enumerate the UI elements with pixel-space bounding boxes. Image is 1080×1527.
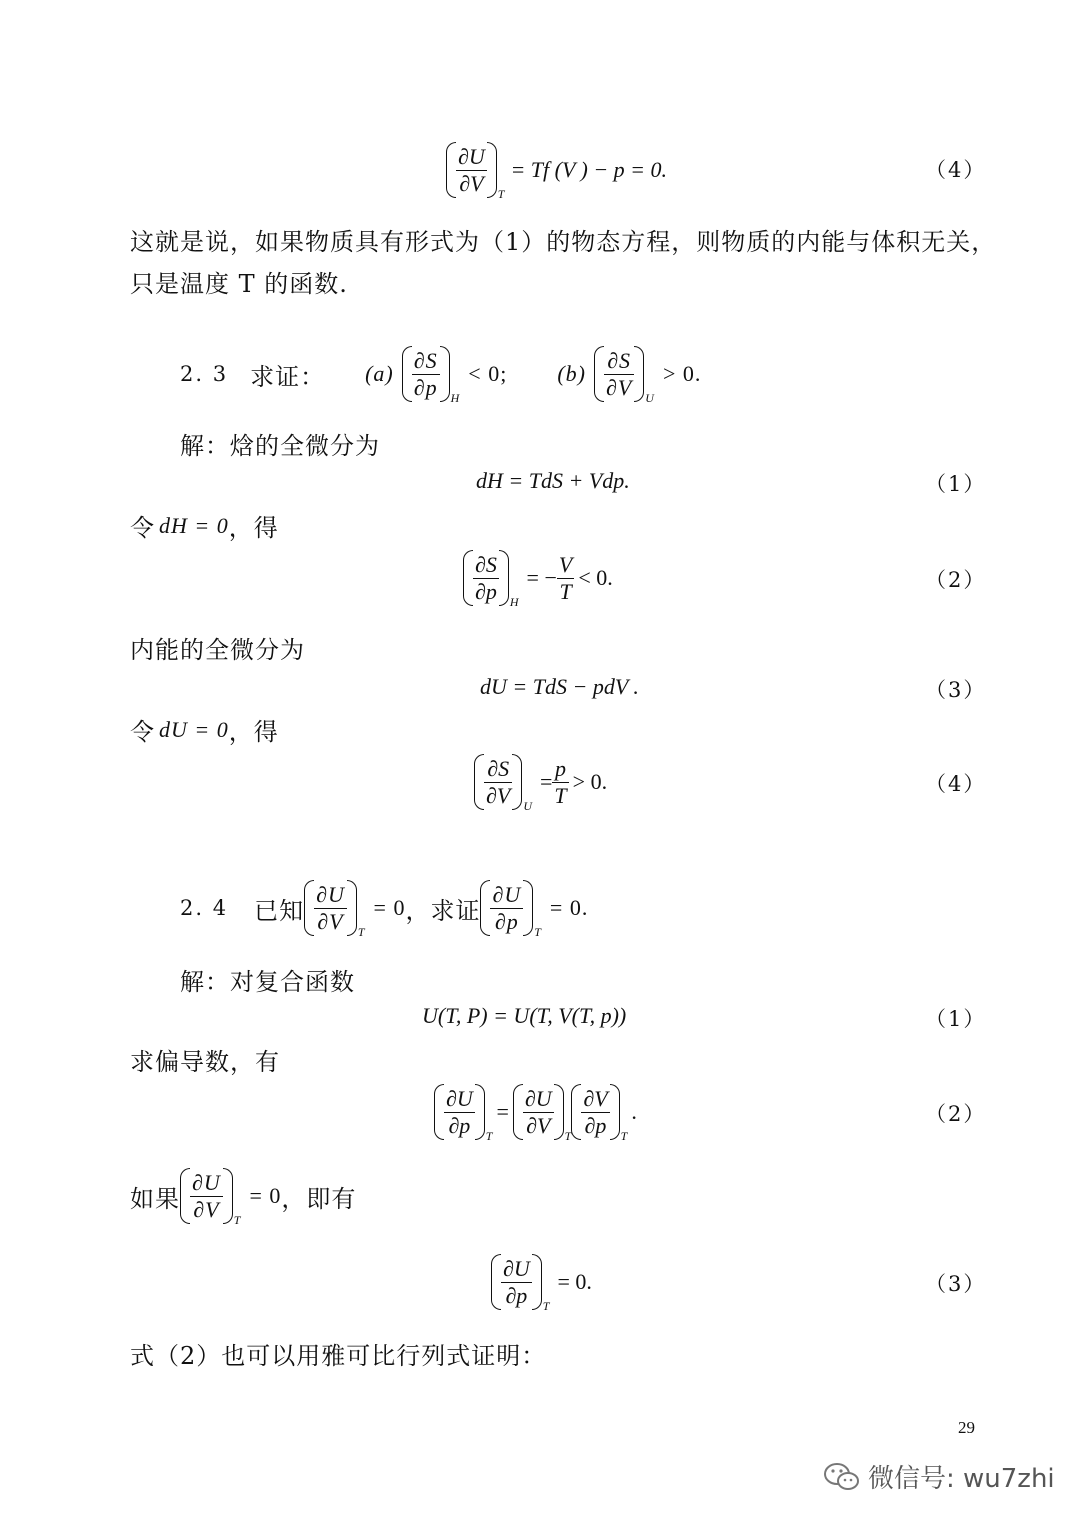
equation-2-3-4: $\frac{\partial S}{\partial V}$ U = $\frac{p}{T}$ > 0. (474, 752, 607, 812)
equation-dH: dH = TdS + Vdp. (476, 468, 630, 493)
paragraph-line: 内能的全微分为 (130, 636, 305, 664)
equation-4-top: $\frac{\partial U}{\partial V}$ T = Tf (V ) − p = 0. (446, 140, 667, 200)
problem-label: 2. 3 (180, 362, 229, 386)
problem-2-3-heading: 2. 3 求证： (a) $\frac{\partial S}{\partial p}$ H < 0; (b) $\frac{\partial S}{\partial V}$ U > 0. (180, 344, 701, 404)
partial-dU-dV-T: $\frac{\partial U}{\partial V}$ T (446, 140, 504, 200)
equation-number: （3） (925, 678, 987, 702)
solution-intro: 解：焓的全微分为 (180, 432, 380, 460)
equation-number: （4） (925, 158, 987, 182)
equation-number: （2） (925, 1102, 987, 1126)
equation-number: （1） (925, 472, 987, 496)
equation-number: （2） (925, 568, 987, 592)
paragraph-line: 这就是说，如果物质具有形式为（1）的物态方程，则物质的内能与体积无关， (130, 228, 997, 256)
if-condition: 如果 $\frac{\partial U}{\partial V}$ T = 0 ，即有 (130, 1166, 356, 1226)
equation-number: （1） (925, 1007, 987, 1031)
paragraph-line: 求偏导数，有 (130, 1048, 280, 1076)
equation-chain-rule: $\frac{\partial U}{\partial p}$ T = $\frac{\partial U}{\partial V}$ T $\frac{\partial V}{\partial p}$ T . (434, 1082, 637, 1142)
equation-2-2-3: $\frac{\partial S}{\partial p}$ H = − $\frac{V}{T}$ < 0. (463, 548, 613, 608)
problem-title: 求证： (250, 362, 326, 391)
paragraph-line: 只是温度 T 的函数. (130, 270, 348, 298)
let-dH-zero: 令 dH = 0 ，得 (130, 512, 279, 542)
problem-2-4-heading: 2. 4 已知 $\frac{\partial U}{\partial V}$ T = 0 ，求证 $\frac{\partial U}{\partial p}$ T = 0. (180, 878, 588, 938)
part-b: (b) (557, 361, 586, 386)
partial-dS-dp-H: $\frac{\partial S}{\partial p}$ H (402, 344, 461, 404)
equation-2-4-3: $\frac{\partial U}{\partial p}$ T = 0. (491, 1252, 592, 1312)
solution-intro: 解：对复合函数 (180, 968, 355, 996)
wechat-icon (822, 1460, 862, 1494)
equation-dU: dU = TdS − pdV . (480, 674, 639, 699)
equation-composite: U(T, P) = U(T, V(T, p)) (422, 1003, 627, 1028)
equation-number: （3） (925, 1272, 987, 1296)
page-number: 29 (958, 1418, 975, 1437)
paragraph-line: 式（2）也可以用雅可比行列式证明： (130, 1342, 547, 1370)
wechat-watermark: 微信号: wu7zhi (822, 1458, 1055, 1495)
let-dU-zero: 令 dU = 0 ，得 (130, 716, 279, 746)
partial-dS-dV-U: $\frac{\partial S}{\partial V}$ U (594, 344, 655, 404)
problem-label: 2. 4 (180, 896, 229, 920)
part-a: (a) (365, 361, 394, 386)
equation-number: （4） (925, 772, 987, 796)
